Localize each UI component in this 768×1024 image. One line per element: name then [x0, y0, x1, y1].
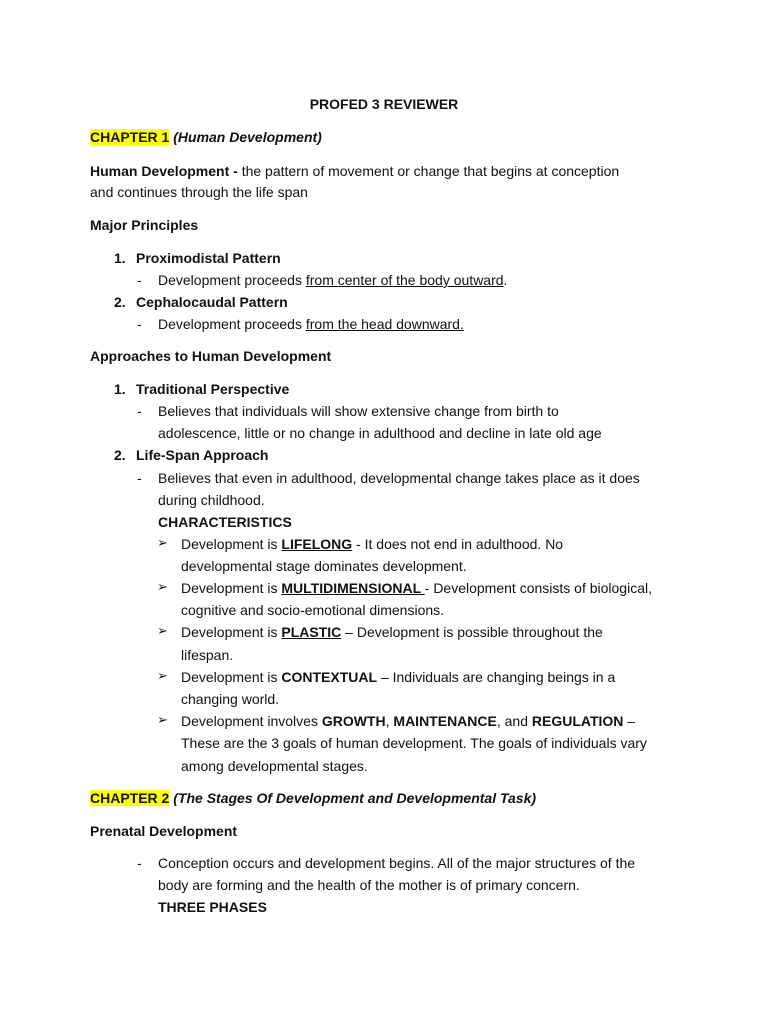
characteristic-2-line-1: [181, 579, 652, 597]
three-phases-heading: THREE PHASES: [158, 899, 267, 915]
approach-1-number: 1.: [114, 381, 126, 397]
chapter-2-subtitle: (The Stages Of Development and Developmental Task): [173, 790, 537, 806]
approach-2-line-1: Believes that even in adulthood, developmental change takes place as it does: [158, 470, 640, 486]
principle-1-text-underlined: from center of the body outward: [305, 272, 504, 288]
definition-line-1: [90, 162, 619, 180]
characteristic-5-post: –: [623, 713, 636, 729]
characteristic-3-key: PLASTIC: [281, 624, 342, 640]
characteristic-5-pre: Development involves: [181, 713, 322, 729]
characteristic-1-line-2: developmental stage dominates development.: [181, 558, 467, 574]
characteristic-5-sep-1: ,: [385, 713, 394, 729]
arrow-bullet-icon: ➢: [157, 624, 168, 639]
characteristic-3-line-2: lifespan.: [181, 647, 234, 663]
principle-2-name: Cephalocaudal Pattern: [136, 294, 288, 310]
principle-2-text-before: Development proceeds: [158, 316, 306, 332]
characteristics-heading: CHARACTERISTICS: [158, 514, 292, 530]
arrow-bullet-icon: ➢: [157, 536, 168, 551]
prenatal-line-2: body are forming and the health of the mother is of primary concern.: [158, 877, 580, 893]
prenatal-heading: Prenatal Development: [90, 823, 238, 839]
approach-1-line-1: Believes that individuals will show extensive change from birth to: [158, 403, 559, 419]
principle-1-text-before: Development proceeds: [158, 272, 306, 288]
principle-2-dash: -: [137, 316, 142, 332]
characteristic-5-sep-2: , and: [496, 713, 532, 729]
approach-1-name: Traditional Perspective: [136, 381, 290, 397]
approach-2-line-2: during childhood.: [158, 492, 265, 508]
characteristic-4-pre: Development is: [181, 669, 282, 685]
prenatal-line-1: Conception occurs and development begins. All of the major structures of the: [158, 855, 636, 871]
approaches-heading: Approaches to Human Development: [90, 348, 332, 364]
characteristic-5-regulation: REGULATION: [531, 713, 624, 729]
characteristic-5-line-2: These are the 3 goals of human development. The goals of individuals vary: [181, 735, 647, 751]
approach-1-line-2: adolescence, little or no change in adulthood and decline in late old age: [158, 425, 602, 441]
principle-2-text: [158, 315, 464, 333]
definition-line-2: and continues through the life span: [90, 184, 308, 200]
principle-1-number: 1.: [114, 250, 126, 266]
page-title: PROFED 3 REVIEWER: [309, 96, 459, 112]
chapter-1-heading: [90, 128, 322, 146]
characteristic-4-line-1: [181, 668, 615, 686]
principle-1-name: Proximodistal Pattern: [136, 250, 281, 266]
principle-1-text-after: .: [503, 272, 508, 288]
definition-term: Human Development -: [90, 163, 238, 179]
characteristic-4-key: CONTEXTUAL: [281, 669, 378, 685]
characteristic-1-post: - It does not end in adulthood. No: [352, 536, 564, 552]
chapter-1-subtitle: (Human Development): [173, 129, 322, 145]
arrow-bullet-icon: ➢: [157, 580, 168, 595]
arrow-bullet-icon: ➢: [157, 713, 168, 728]
characteristic-5-line-1: [181, 712, 635, 730]
arrow-bullet-icon: ➢: [157, 669, 168, 684]
characteristic-4-line-2: changing world.: [181, 691, 280, 707]
characteristic-1-line-1: [181, 535, 563, 553]
characteristic-3-post: – Development is possible throughout the: [341, 624, 603, 640]
characteristic-2-key: MULTIDIMENSIONAL: [281, 580, 425, 596]
approach-2-dash: -: [137, 470, 142, 486]
characteristic-2-line-2: cognitive and socio-emotional dimensions.: [181, 602, 445, 618]
approach-1-dash: -: [137, 403, 142, 419]
characteristic-5-line-3: among developmental stages.: [181, 758, 368, 774]
characteristic-5-growth: GROWTH: [321, 713, 386, 729]
characteristic-1-key: LIFELONG: [281, 536, 353, 552]
characteristic-3-pre: Development is: [181, 624, 282, 640]
approach-2-number: 2.: [114, 447, 126, 463]
characteristic-2-post: - Development consists of biological,: [424, 580, 652, 596]
principle-1-dash: -: [137, 272, 142, 288]
approach-2-name: Life-Span Approach: [136, 447, 269, 463]
characteristic-1-pre: Development is: [181, 536, 282, 552]
prenatal-dash: -: [137, 855, 142, 871]
principle-2-number: 2.: [114, 294, 126, 310]
principle-2-text-underlined: from the head downward.: [305, 316, 464, 332]
principle-1-text: [158, 271, 507, 289]
chapter-1-label: CHAPTER 1: [90, 129, 170, 145]
characteristic-4-post: – Individuals are changing beings in a: [377, 669, 616, 685]
characteristic-2-pre: Development is: [181, 580, 282, 596]
chapter-2-label: CHAPTER 2: [90, 790, 170, 806]
major-principles-heading: Major Principles: [90, 217, 199, 233]
characteristic-5-maintenance: MAINTENANCE: [393, 713, 497, 729]
characteristic-3-line-1: [181, 623, 603, 641]
definition-text: the pattern of movement or change that begins at conception: [237, 163, 620, 179]
chapter-2-heading: [90, 789, 536, 807]
